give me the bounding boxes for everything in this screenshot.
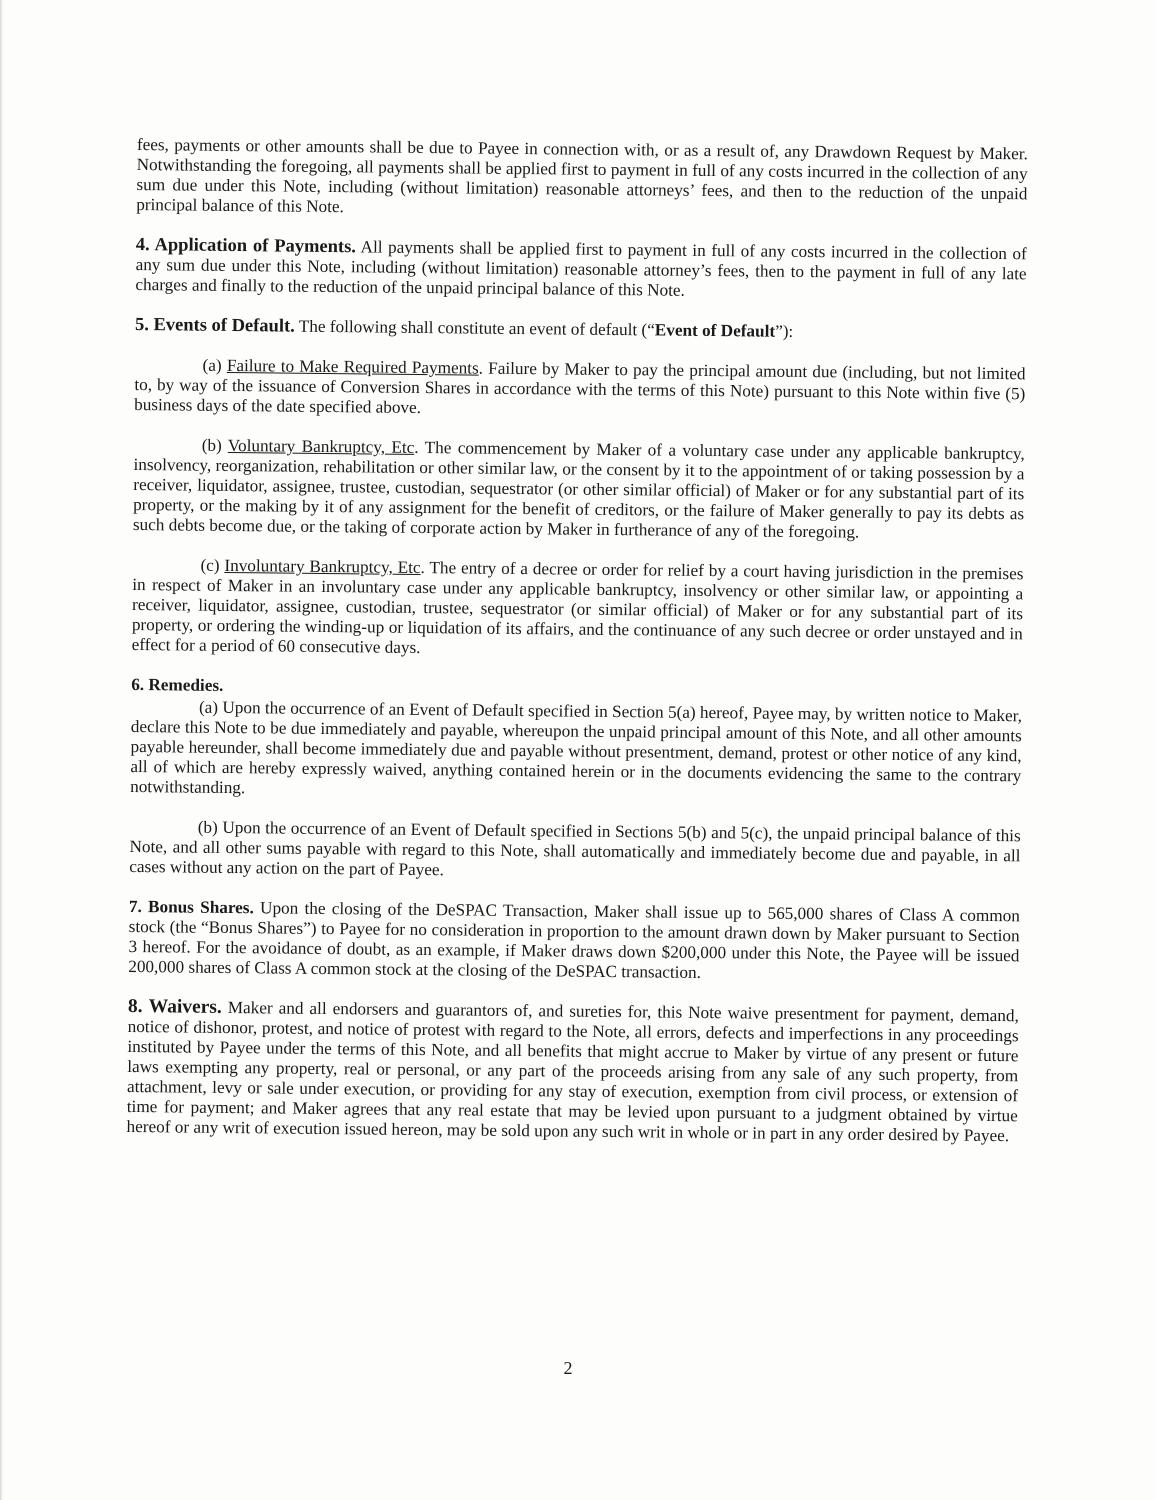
- section-7-heading: 7. Bonus Shares.: [128, 896, 254, 918]
- section-5a-title: Failure to Make Required Payments: [226, 355, 479, 378]
- continuation-text: fees, payments or other amounts shall be due to Payee in connection with, or as a result of, any Drawdown Request by Maker. Notwithstanding the foregoing, all payments shall be applied first to payment in full of any costs incurred in the collection of any sum due under this Note, including (without limitation) reasonable attorneys’ fees, and then to the reduction of the unpaid principal balance of this Note.: [136, 135, 1028, 217]
- section-5c-paragraph: [132, 555, 1024, 664]
- section-8-body: Maker and all endorsers and guarantors of, and sureties for, this Note waive presentment for payment, demand, notice of dishonor, protest, and notice of protest with regard to the Note, all errors, defects and imperfections in any proceedings instituted by Payee under the terms of this Note, and all benefits that might accrue to Maker by virtue of any present or future laws exempting any property, real or personal, or any part of the proceeds arising from any sale of any such property, from attachment, levy or sale under execution, or providing for any stay of execution, exemption from civil process, or extension of time for payment; and Maker agrees that any real estate that may be levied upon pursuant to a judgment obtained by virtue hereof or any writ of execution issued hereon, may be sold upon any such writ in whole or in part in any order desired by Payee.: [126, 997, 1019, 1146]
- section-5-intro-after: ”):: [775, 321, 794, 341]
- section-5b-body: . The commencement by Maker of a voluntary case under any applicable bankruptcy, insolvency, reorganization, rehabilitation or other similar law, or the consent by it to the appointment of or taking possession by a receiver, liquidator, assignee, trustee, custodian, sequestrator (or other similar official) of Maker or for any substantial part of its property, or the making by it of any assignment for the benefit of creditors, or the failure of Maker generally to pay its debts as such debts become due, or the taking of corporate action by Maker in furtherance of any of the foregoing.: [132, 437, 1025, 542]
- section-5c-title: Involuntary Bankruptcy, Etc: [224, 555, 421, 577]
- section-4-paragraph: [135, 235, 1027, 304]
- section-5c-body: . The entry of a decree or order for relief by a court having jurisdiction in the premises in respect of Maker in an involuntary case under any applicable bankruptcy, insolvency or other similar law, or appointing a receiver, liquidator, assignee, custodian, trustee, sequestrator (or similar official) of Maker or for any substantial part of its property, or ordering the winding-up or liquidation of its affairs, and the continuance of any such decree or order unstayed and in effect for a period of 60 consecutive days.: [131, 557, 1024, 657]
- event-of-default-term: Event of Default: [654, 320, 776, 341]
- section-5a-paragraph: [134, 355, 1026, 424]
- scan-edge-shadow: [0, 0, 3, 1500]
- section-5a-label: (a): [202, 355, 227, 375]
- section-8-heading: 8. Waivers.: [127, 995, 222, 1018]
- section-5c-label: (c): [200, 555, 225, 575]
- section-5b-paragraph: [133, 435, 1025, 544]
- section-6b-text: (b) Upon the occurrence of an Event of Default specified in Sections 5(b) and 5(c), the unpaid principal balance of this Note, and all other sums payable with regard to this Note, shall automatically and immediately become due and payable, in all cases without any action on the part of Payee.: [129, 817, 1021, 880]
- section-4-body: All payments shall be applied first to payment in full of any costs incurred in the collection of any sum due under this Note, including (without limitation) reasonable attorney’s fees, then to the payment in full of any late charges and finally to the reduction of the unpaid principal balance of this Note.: [135, 237, 1027, 300]
- section-5a-body: . Failure by Maker to pay the principal amount due (including, but not limited to, by way of the issuance of Conversion Shares in accordance with the terms of this Note) pursuant to this Note within five (5) business days of the date specified above.: [134, 358, 1026, 417]
- document-body: [127, 135, 1028, 1146]
- section-6-heading: 6. Remedies.: [131, 674, 224, 695]
- continuation-paragraph: [136, 135, 1028, 224]
- section-6a-paragraph: [130, 697, 1022, 806]
- section-8-paragraph: [127, 997, 1019, 1146]
- section-6b-paragraph: [129, 817, 1021, 886]
- page-number: 2: [563, 1358, 573, 1378]
- section-7-body: Upon the closing of the DeSPAC Transaction, Maker shall issue up to 565,000 shares of Class A common stock (the “Bonus Shares”) to Payee for no consideration in proportion to the amount drawn down by Maker pursuant to Section 3 hereof. For the avoidance of doubt, as an example, if Maker draws down $200,000 under this Note, the Payee will be issued 200,000 shares of Class A common stock at the closing of the DeSPAC transaction.: [128, 898, 1020, 982]
- section-5-intro: [135, 315, 1026, 344]
- section-5-intro-before: The following shall constitute an event of default (“: [294, 316, 655, 340]
- section-4-heading: 4. Application of Payments.: [135, 234, 357, 258]
- section-5b-label: (b): [201, 435, 228, 455]
- section-7-paragraph: [128, 897, 1020, 986]
- section-6a-text: (a) Upon the occurrence of an Event of Default specified in Section 5(a) hereof, Payee may, by written notice to Maker, declare this Note to be due immediately and payable, whereupon the unpaid principal amount of this Note, and all other amounts payable hereunder, shall become immediately due and payable without presentment, demand, protest or other notice of any kind, all of which are hereby expressly waived, anything contained herein or in the documents evidencing the same to the contrary notwithstanding.: [130, 697, 1023, 798]
- section-5-heading: 5. Events of Default.: [134, 314, 295, 337]
- section-5b-title: Voluntary Bankruptcy, Etc: [227, 435, 415, 457]
